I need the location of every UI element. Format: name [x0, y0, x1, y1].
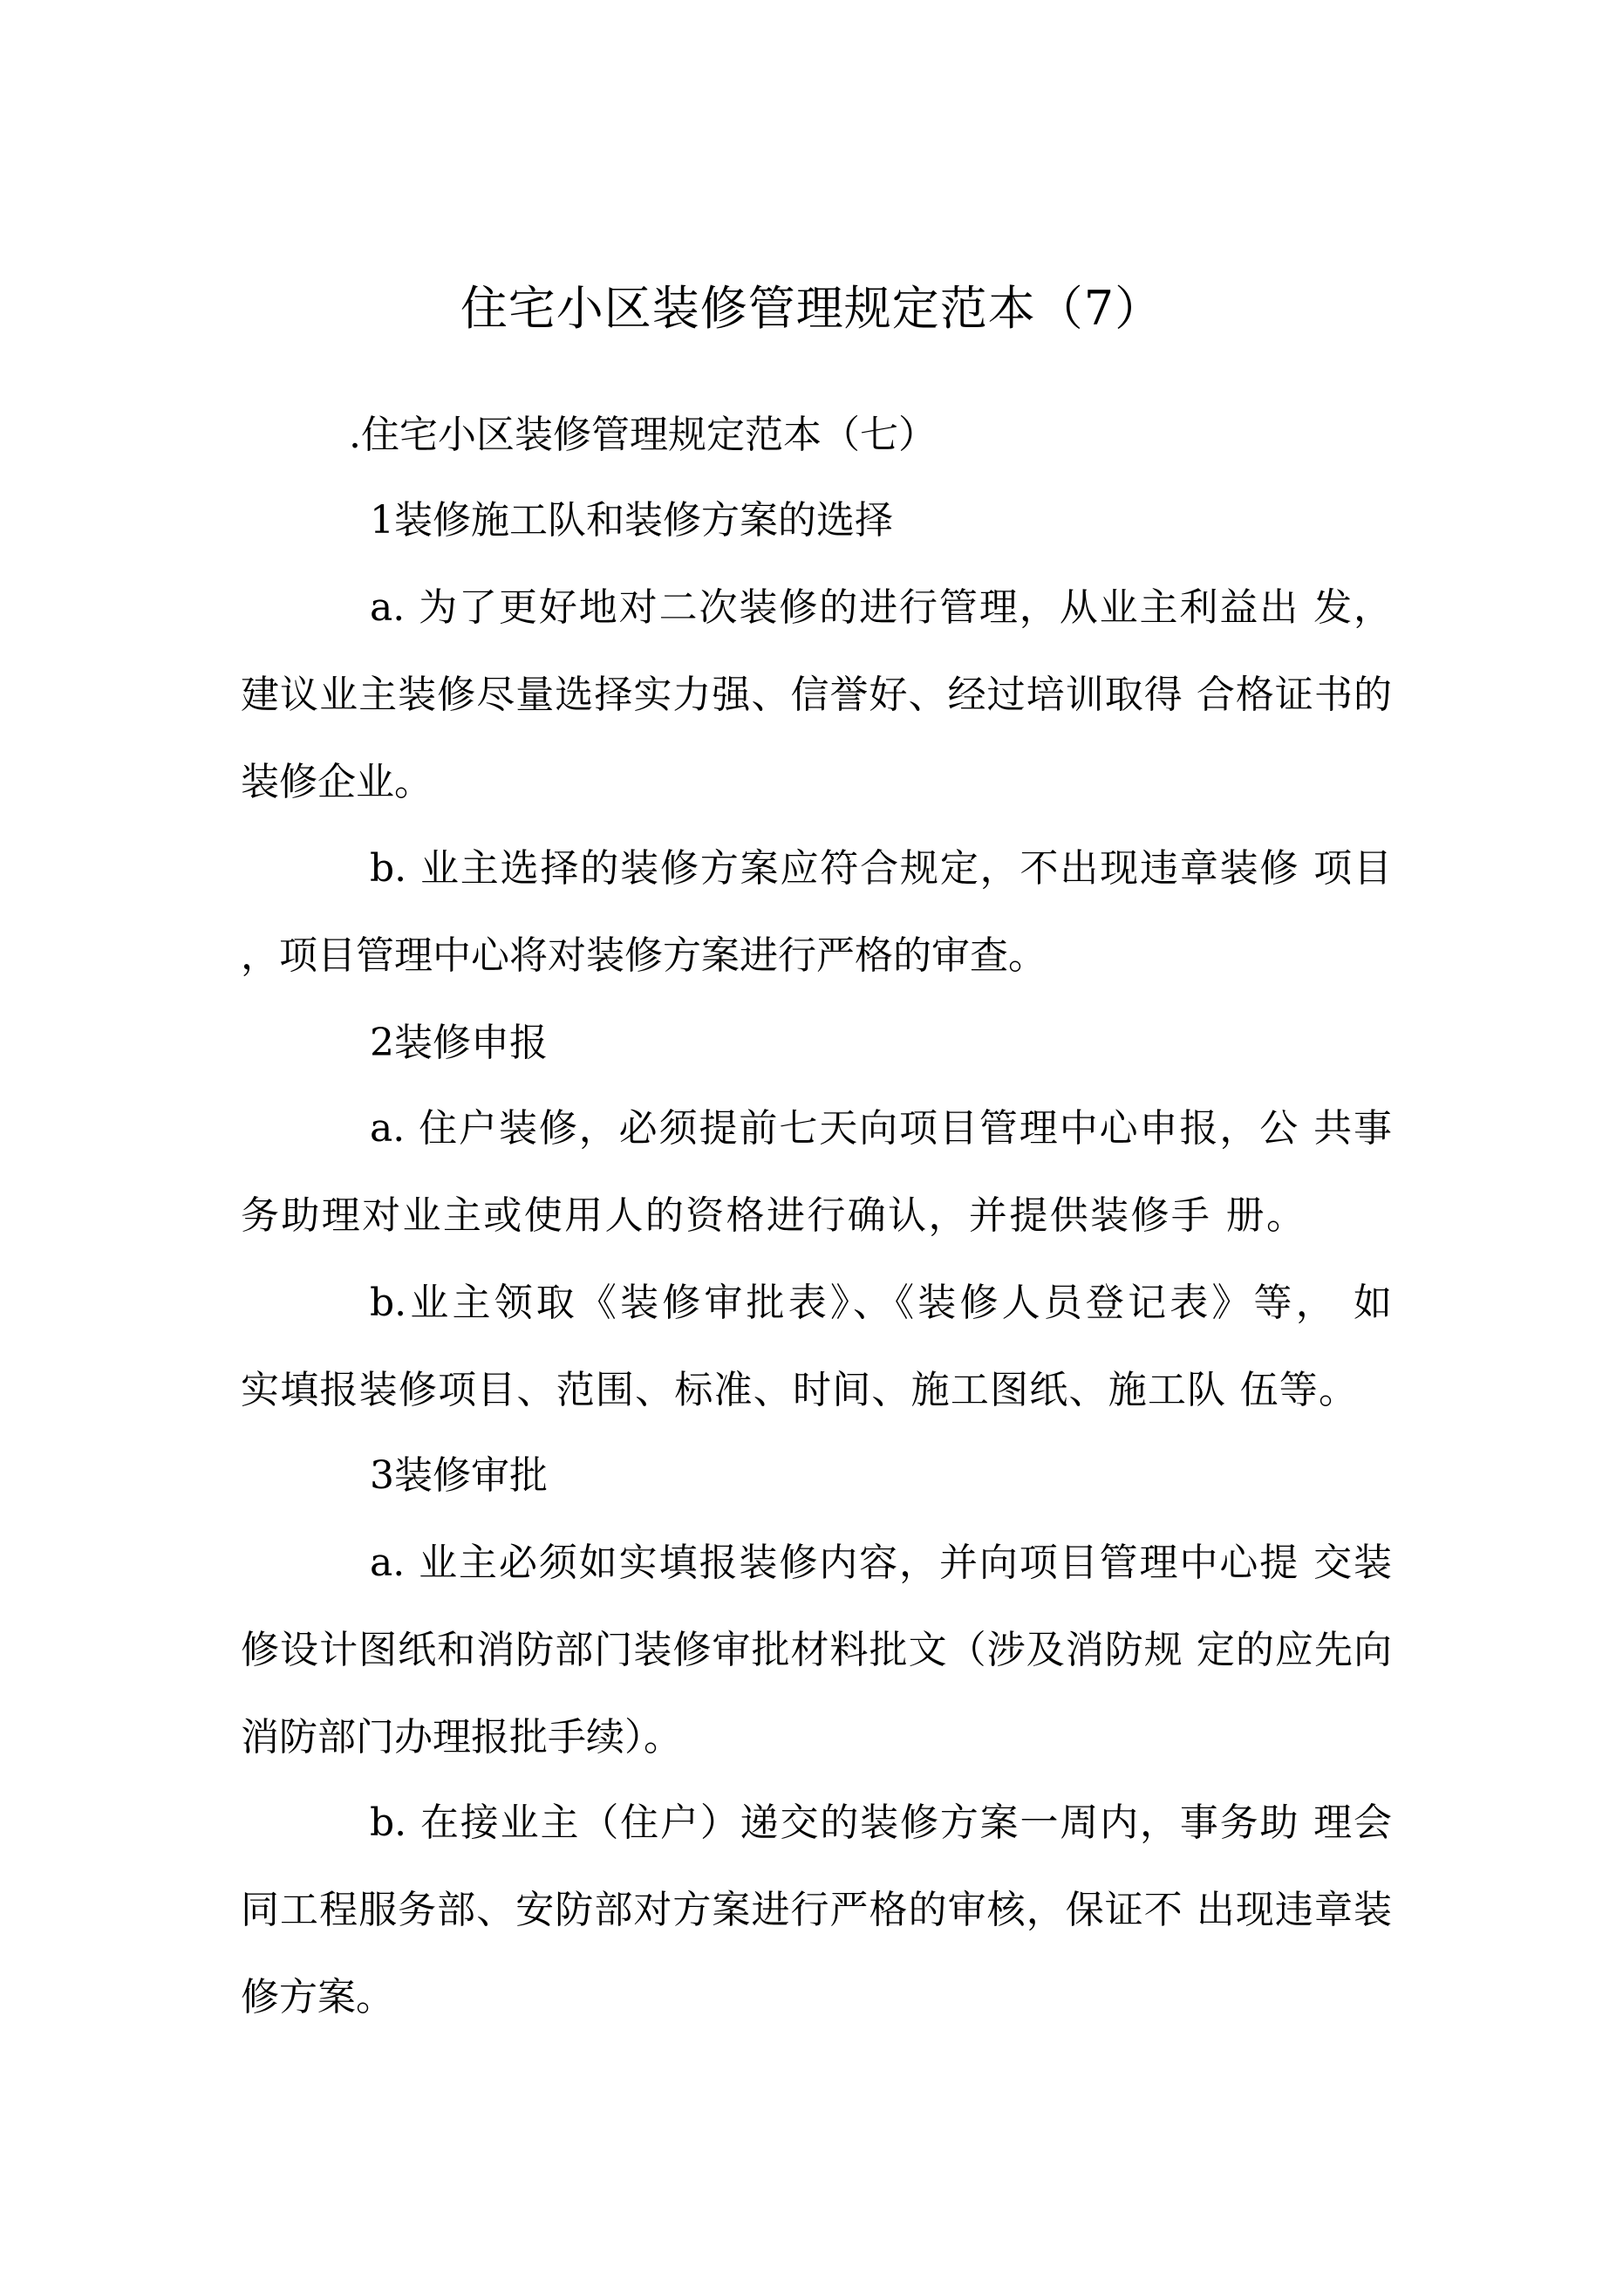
paragraph-line: ，项目管理中心将对装修方案进行严格的审查。 — [241, 933, 1047, 978]
paragraph-line: 消防部门办理报批手续）。 — [241, 1715, 682, 1760]
section-heading-3: 3装修审批 — [370, 1453, 548, 1498]
paragraph-line: 修方案。 — [241, 1975, 394, 2019]
paragraph-line: b.业主领取《装修审批表》、《装修人员登记表》等， 如 — [370, 1281, 1392, 1325]
paragraph-line: a. 住户装修，必须提前七天向项目管理中心申报，公 共事 — [370, 1106, 1392, 1151]
section-heading-1: 1装修施工队和装修方案的选择 — [370, 498, 893, 543]
page-title: 住宅小区装修管理规定范本（7） — [460, 281, 1163, 336]
paragraph-line: 修设计图纸和消防部门装修审批材料批文（涉及消防规 定的应先向 — [241, 1628, 1392, 1672]
paragraph-line: 务助理对业主或使用人的资格进行确认，并提供装修手 册。 — [241, 1193, 1305, 1238]
paragraph-line: 装修企业。 — [241, 760, 433, 804]
section-heading-2: 2装修申报 — [370, 1021, 548, 1065]
paragraph-line: b. 业主选择的装修方案应符合规定，不出现违章装修 项目 — [370, 846, 1392, 891]
paragraph-line: b. 在接业主（住户）递交的装修方案一周内，事务助 理会 — [370, 1801, 1392, 1845]
paragraph-line: a. 为了更好地对二次装修的进行管理，从业主利益出 发， — [370, 585, 1392, 630]
paragraph-line: 同工程服务部、安防部对方案进行严格的审核，保证不 出现违章装 — [241, 1888, 1392, 1932]
paragraph-line: a. 业主必须如实填报装修内容，并向项目管理中心提 交装 — [370, 1541, 1392, 1585]
paragraph-line: 实填报装修项目、范围、标准、时间、施工图纸、施工队 伍等。 — [241, 1368, 1357, 1412]
paragraph-line: 建议业主装修尽量选择实力强、信誉好、经过培训取得 合格证书的 — [241, 673, 1392, 717]
section-heading: .住宅小区装修管理规定范本（七） — [349, 413, 937, 457]
